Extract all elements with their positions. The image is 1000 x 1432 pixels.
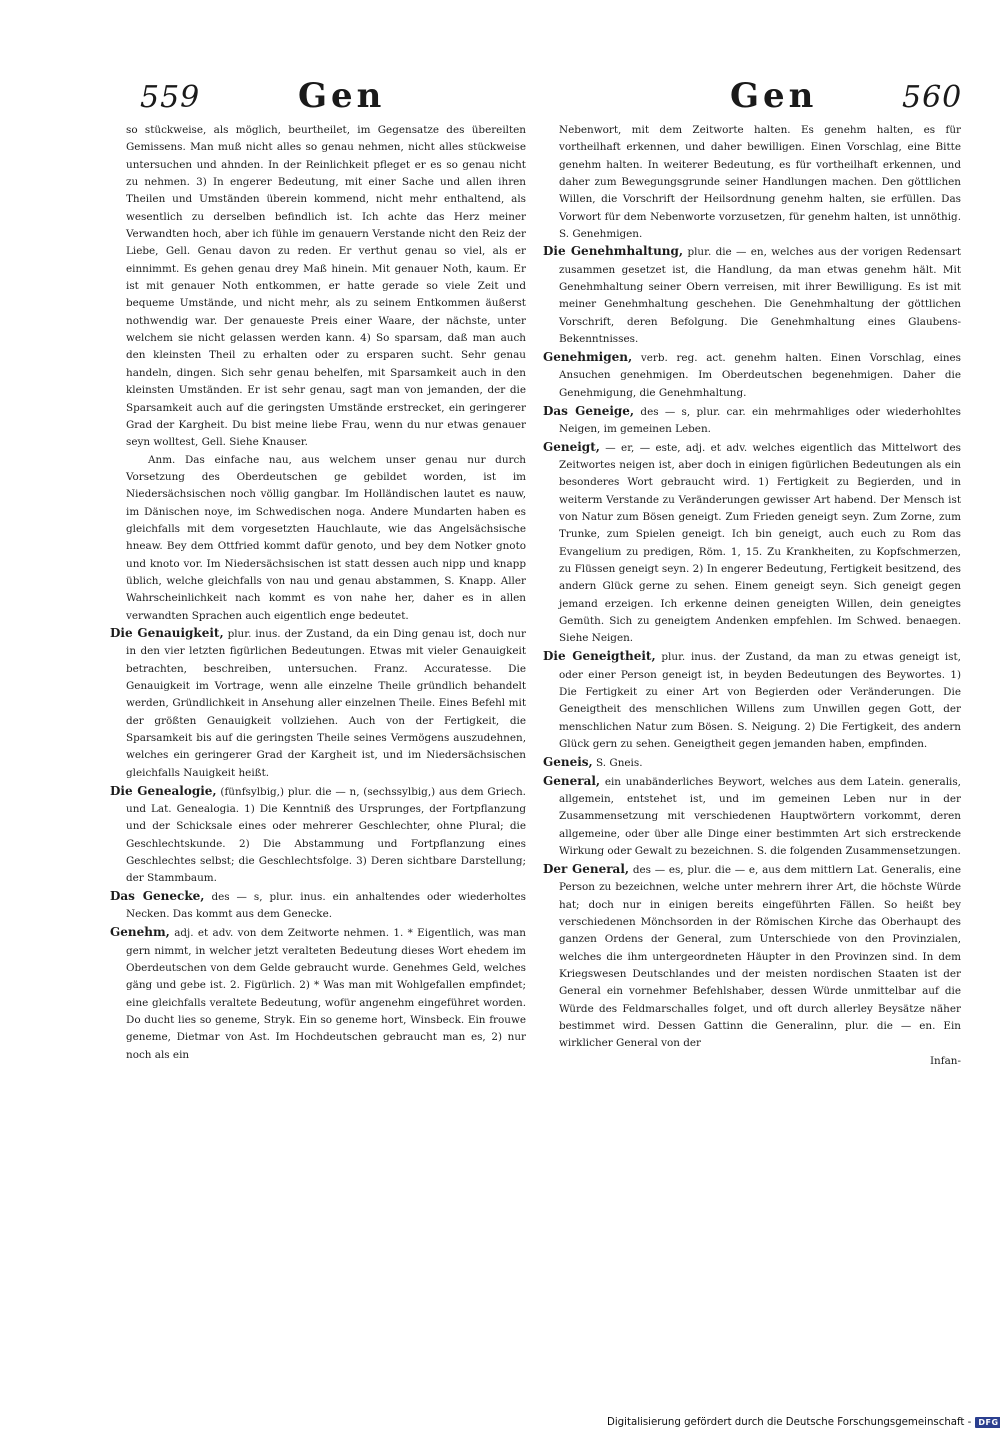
lemma: Die Genauigkeit, bbox=[110, 625, 224, 640]
lemma: Geneis, bbox=[543, 754, 593, 769]
lemma: Genehm, bbox=[110, 925, 170, 940]
entry-geneigt bbox=[543, 439, 961, 648]
entry-text: verb. reg. act. genehm halten. Einen Vorschlag, eines Ansuchen genehmigen. Im Oberdeutschen begenehmigen. Daher die Genehmigung, die Genehmhaltung. bbox=[559, 351, 961, 399]
lemma: Das Geneige, bbox=[543, 403, 635, 418]
entry-genehmigen bbox=[543, 349, 961, 402]
entry-text: des — s, plur. inus. ein anhaltendes oder wiederholtes Necken. Das kommt aus dem Genecke. bbox=[126, 891, 527, 921]
entry-genehm-continued: Nebenwort, mit dem Zeitworte halten. Es genehm halten, es für vortheilhaft erkennen, und daher bewilligen. Einen Vorschlag, eine Bitte genehm halten. In weiterer Bedeutung, es für vortheilhaft erkennen, und daher zum Bewegungsgrunde seiner Handlungen machen. Den göttlichen Willen, die Vorschrift der Heilsordnung genehm halten, sie erfüllen. Das Vorwort für dem Nebenworte vorzusetzen, für genehm halten, ist unnöthig. S. Genehmigen. bbox=[559, 124, 961, 241]
entry-text: plur. inus. der Zustand, da ein Ding genau ist, doch nur in den vier letzten figürlichen Bedeutungen. Etwas mit vieler Genauigkeit betrachten, beschreiben, untersuchen. Franz. Accuratesse. Die Genauigkeit im Vortrage, wenn alle einzelne Theile gründlich behandelt werden, Gründlichkeit in Ansehung aller einzelnen Theile. Eines Befehl mit der größten Genauigkeit vollziehen. Auch von der Fertigkeit, die Sparsamkeit bis auf die geringsten Theile seines Vermögens auszudehnen, welches ein geringerer Grad der Kargheit ist, und im Niedersächsischen gleichfalls Nauigkeit heißt. bbox=[126, 627, 527, 779]
entry-text: plur. inus. der Zustand, da man zu etwas geneigt ist, oder einer Person geneigt ist, in beyden Bedeutungen des Beywortes. 1) Die Fertigkeit zu einer Art von Begierden oder Veränderungen. Die Geneigtheit des menschlichen Willens zum Unwillen gegen Gott, der menschlichen Natur zum Bösen. S. Neigung. 2) Die Fertigkeit, des andern Glück gern zu sehen. Geneigtheit gegen jemanden haben, empfinden. bbox=[559, 651, 961, 751]
entry-text: ein unabänderliches Beywort, welches aus dem Latein. generalis, allgemein, entstehet ist, und im gemeinen Leben nur in der Zusammensetzung mit verschiedenen Hauptwörtern vorkommt, deren allgemeine, oder über alle Dinge einer bestimmten Art sich erstreckende Wirkung oder Gewalt zu bezeichnen. S. die folgenden Zusammensetzungen. bbox=[559, 775, 961, 858]
left-column bbox=[110, 122, 526, 1064]
entry-genehmhaltung bbox=[543, 243, 961, 348]
digitization-footer bbox=[607, 1414, 999, 1430]
entry-general-adj bbox=[543, 773, 961, 861]
entry-genau-note: Anm. Das einfache nau, aus welchem unser genau nur durch Vorsetzung des Oberdeutschen ge gebildet worden, ist im Niedersächsischen noch völlig gangbar. Im Holländischen lautet es nauw, im Dänischen noye, im Schwedischen noga. Andere Mundarten haben es gleichfalls mit dem vorgesetzten Hauchlaute, wie das Angelsächsische hneaw. Bey dem Ottfried kommt dafür genoto, und bey dem Notker gnoto und knoto vor. Im Niedersächsischen ist statt dessen auch nipp und knapp üblich, welche gleichfalls von nau und genau abstammen, S. Knapp. Aller Wahrscheinlichkeit nach kommt es von nahe her, daher es in allen verwandten Sprachen auch eigentlich enge bedeutet. bbox=[126, 453, 526, 622]
lemma: General, bbox=[543, 773, 601, 788]
entry-genauigkeit bbox=[110, 625, 526, 782]
lemma: Die Genehmhaltung, bbox=[543, 244, 684, 259]
entry-genecke bbox=[110, 888, 526, 924]
entry-geneis bbox=[543, 754, 961, 772]
running-head-left: Gen bbox=[298, 76, 386, 116]
right-column bbox=[543, 122, 961, 1070]
footer-text: Digitalisierung gefördert durch die Deutsche Forschungsgemeinschaft - bbox=[607, 1416, 972, 1428]
lemma: Die Geneigtheit, bbox=[543, 649, 656, 664]
entry-text: plur. die — en, welches aus der vorigen Redensart zusammen gesetzet ist, die Handlung, da man etwas genehm hält. Mit Genehmhaltung seiner Obern verreisen, mit ihrer Bewilligung. Es ist mit meiner Genehmhaltung geschehen. Die Genehmhaltung der göttlichen Vorschrift, deren Befolgung. Die Genehmhaltung eines Glaubens-Bekenntnisses. bbox=[559, 246, 962, 346]
entry-genehm bbox=[110, 924, 526, 1064]
lemma: Genehmigen, bbox=[543, 349, 633, 364]
lemma: Die Genealogie, bbox=[110, 783, 217, 798]
entry-text: des — s, plur. car. ein mehrmahliges oder wiederhohltes Neigen, im gemeinen Leben. bbox=[559, 405, 961, 435]
running-head-right: Gen bbox=[730, 76, 818, 116]
entry-geneige bbox=[543, 403, 961, 439]
entry-text: S. Gneis. bbox=[596, 756, 643, 769]
entry-genealogie bbox=[110, 783, 526, 888]
entry-der-general bbox=[543, 861, 961, 1053]
lemma: Geneigt, bbox=[543, 439, 600, 454]
lemma: Das Genecke, bbox=[110, 889, 205, 904]
entry-text: adj. et adv. von dem Zeitworte nehmen. 1. * Eigentlich, was man gern nimmt, in welcher jetzt veralteten Bedeutung dieses Wort ehedem im Oberdeutschen von dem Gelde gebraucht wurde. Genehmes Geld, welches gäng und gebe ist. 2. Figürlich. 2) * Was man mit Wohlgefallen empfindet; eine gleichfalls veraltete Bedeutung, wofür angenehm eingeführet worden. Do ducht lies so geneme, Stryk. Ein so geneme hort, Winsbeck. Ein frouwe geneme, Dietmar von Ast. Im Hochdeutschen gebraucht man es, 2) nur noch als ein bbox=[126, 927, 526, 1061]
catchword: Infan- bbox=[929, 1054, 961, 1067]
entry-text: (fünfsylbig,) plur. die — n, (sechssylbig,) aus dem Griech. und Lat. Genealogia. 1) Die Kenntniß des Ursprunges, der Fortpflanzung und der Schicksale eines oder mehrerer Geschlechter, ohne Plural; die Geschlechtskunde. 2) Die Abstammung und Fortpflanzung eines Geschlechtes selbst; die Geschlechtsfolge. 3) Deren sichtbare Darstellung; der Stammbaum. bbox=[126, 785, 526, 885]
entry-genau-continued: so stückweise, als möglich, beurtheilet, im Gegensatze des übereilten Gemissens. Man muß nicht alles so genau nehmen, nicht alles stückweise untersuchen und ahnden. In der Reinlichkeit pfleget er es so genau nicht zu nehmen. 3) In engerer Bedeutung, mit einer Sache und allen ihren Theilen und Umständen überein kommend, nicht mehr enthaltend, als wesentlich zu derselben befindlich ist. Ich achte das Herz meiner Verwandten hoch, aber ich fühle im genauern Verstande nicht den Reiz der Liebe, Gell. Genau davon zu reden. Er verthut genau so viel, als er einnimmt. Es gehen genau drey Maß hinein. Mit genauer Noth, kaum. Er ist mit genauer Noth entkommen, er hatte gerade so viele Zeit und bequeme Umstände, und nicht mehr, als zu seinem Entkommen äußerst nothwendig war. Der genaueste Preis einer Waare, der nächste, unter welchem sie nicht gelassen werden kann. 4) So sparsam, daß man auch den kleinsten Theil zu erhalten oder zu ersparen sucht. Sehr genau handeln, dingen. Sich sehr genau behelfen, mit Sparsamkeit auch in den kleinsten Umständen. Er ist sehr genau, sagt man von jemanden, der die Sparsamkeit auch auf die geringsten Umstände erstrecket, ein geringerer Grad der Kargheit. Du bist meine liebe Frau, wenn du nur etwas genauer seyn wolltest, Gell. Siehe Knauser. bbox=[126, 124, 526, 449]
entry-text: — er, — este, adj. et adv. welches eigentlich das Mittelwort des Zeitwortes neigen ist, aber doch in einigen figürlichen Bedeutungen als ein besonderes Wort gebraucht wird. 1) Fertigkeit zu Begierden, und in weiterm Verstande zu Veränderungen gewisser Art habend. Der Mensch ist von Natur zum Bösen geneigt. Zum Frieden geneigt seyn. Zum Zorne, zum Trunke, zum Spielen geneigt. Ich bin geneigt, auch euch zu Rom das Evangelium zu predigen, Röm. 1, 15. Zu Krankheiten, zu Kopfschmerzen, zu Flüssen geneigt seyn. 2) In engerer Bedeutung, Fertigkeit besitzend, des andern Glück gerne zu sehen. Einem geneigt seyn. Sich geneigt gegen jemand erzeigen. Ich erkenne deinen geneigten Willen, dein geneigtes Gemüth. Sich zu geneigtem Andenken empfehlen. Im Schwed. benaegen. Siehe Neigen. bbox=[559, 441, 961, 645]
page-number-right: 560 bbox=[902, 80, 963, 115]
entry-text: des — es, plur. die — e, aus dem mittlern Lat. Generalis, eine Person zu bezeichnen, welche unter mehrern ihrer Art, die höchste Würde hat; doch nur in einigen bereits eingeführten Fällen. So heißt bey verschiedenen Mönchsorden in der Römischen Kirche das Oberhaupt des ganzen Ordens der General, zum Unterschiede von den Provinzialen, welches die ihm untergeordneten Häupter in den Provinzen sind. In dem Kriegswesen Deutschlandes und der meisten nordischen Staaten ist der General ein vornehmer Befehlshaber, dessen Würde unmittelbar auf die Würde des Feldmarschalles folget, und oft durch allerley Beysätze näher bestimmet wird. Dessen Gattinn die Generalinn, plur. die — en. Ein wirklicher General von der bbox=[559, 863, 961, 1050]
page-number-left: 559 bbox=[140, 80, 201, 115]
entry-geneigtheit bbox=[543, 648, 961, 753]
lemma: Der General, bbox=[543, 861, 630, 876]
dfg-logo-icon: DFG bbox=[975, 1417, 1000, 1428]
